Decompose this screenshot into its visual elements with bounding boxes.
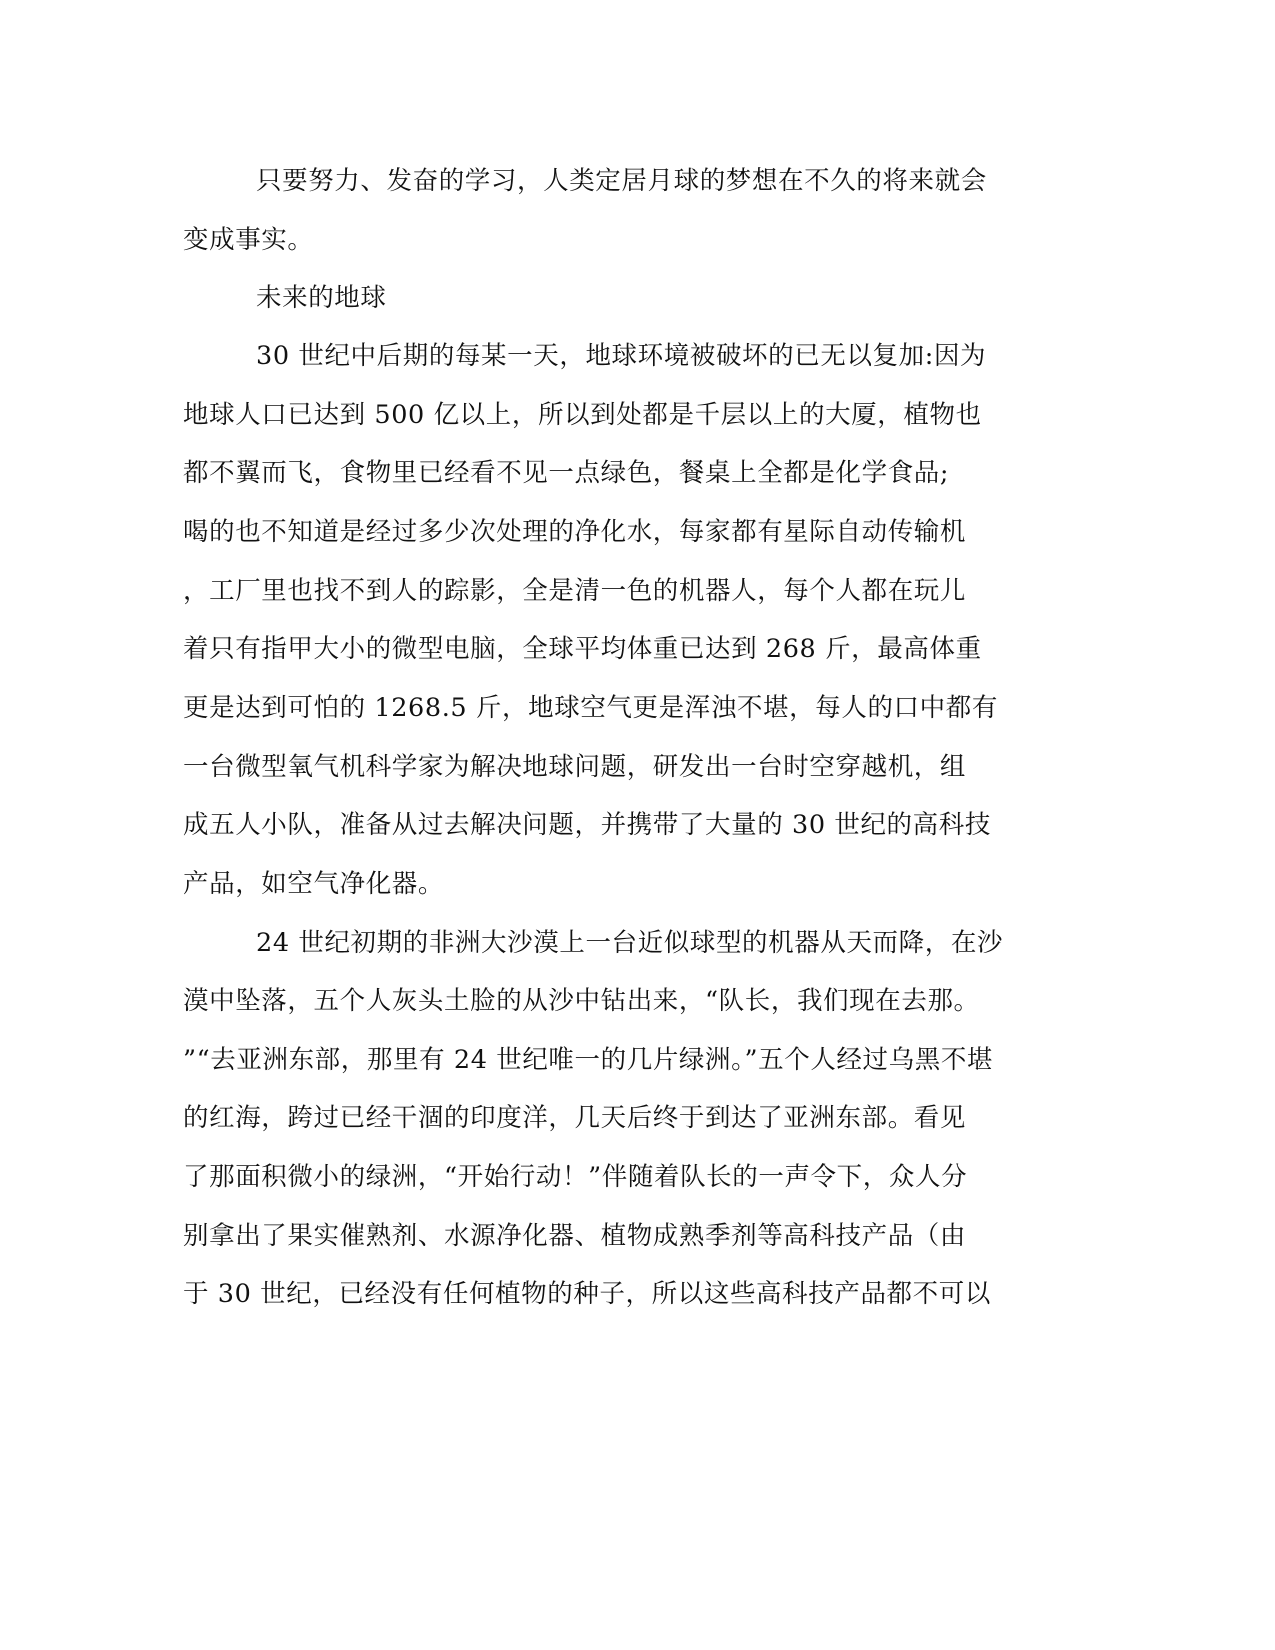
text-line: 喝的也不知道是经过多少次处理的净化水，每家都有星际自动传输机 bbox=[183, 517, 967, 547]
text-line: 着只有指甲大小的微型电脑，全球平均体重已达到 268 斤，最高体重 bbox=[183, 634, 982, 664]
text-line: ”“去亚洲东部，那里有 24 世纪唯一的几片绿洲。”五个人经过乌黑不堪 bbox=[183, 1045, 994, 1075]
section-heading: 未来的地球 bbox=[256, 283, 387, 313]
text-line: 的红海，跨过已经干涸的印度洋，几天后终于到达了亚洲东部。看见 bbox=[183, 1103, 967, 1133]
text-line: 变成事实。 bbox=[183, 225, 314, 255]
text-line: 别拿出了果实催熟剂、水源净化器、植物成熟季剂等高科技产品（由 bbox=[183, 1221, 967, 1251]
text-line: 更是达到可怕的 1268.5 斤，地球空气更是浑浊不堪，每人的口中都有 bbox=[183, 693, 998, 723]
text-line: 地球人口已达到 500 亿以上，所以到处都是千层以上的大厦，植物也 bbox=[183, 400, 982, 430]
text-line: ，工厂里也找不到人的踪影，全是清一色的机器人，每个人都在玩儿 bbox=[183, 576, 967, 606]
text-line: 漠中坠落，五个人灰头土脸的从沙中钻出来，“队长，我们现在去那。 bbox=[183, 986, 980, 1016]
text-line: 一台微型氧气机科学家为解决地球问题，研发出一台时空穿越机，组 bbox=[183, 752, 967, 782]
text-line: 于 30 世纪，已经没有任何植物的种子，所以这些高科技产品都不可以 bbox=[183, 1279, 991, 1309]
text-line: 都不翼而飞，食物里已经看不见一点绿色，餐桌上全都是化学食品; bbox=[183, 458, 950, 488]
text-line: 了那面积微小的绿洲，“开始行动！”伴随着队长的一声令下，众人分 bbox=[183, 1162, 968, 1192]
text-line: 产品，如空气净化器。 bbox=[183, 869, 445, 899]
text-line: 只要努力、发奋的学习，人类定居月球的梦想在不久的将来就会 bbox=[256, 166, 987, 196]
text-line: 24 世纪初期的非洲大沙漠上一台近似球型的机器从天而降，在沙 bbox=[256, 928, 1004, 958]
text-line: 30 世纪中后期的每某一天，地球环境被破坏的已无以复加:因为 bbox=[256, 341, 987, 371]
text-line: 成五人小队，准备从过去解决问题，并携带了大量的 30 世纪的高科技 bbox=[183, 810, 991, 840]
